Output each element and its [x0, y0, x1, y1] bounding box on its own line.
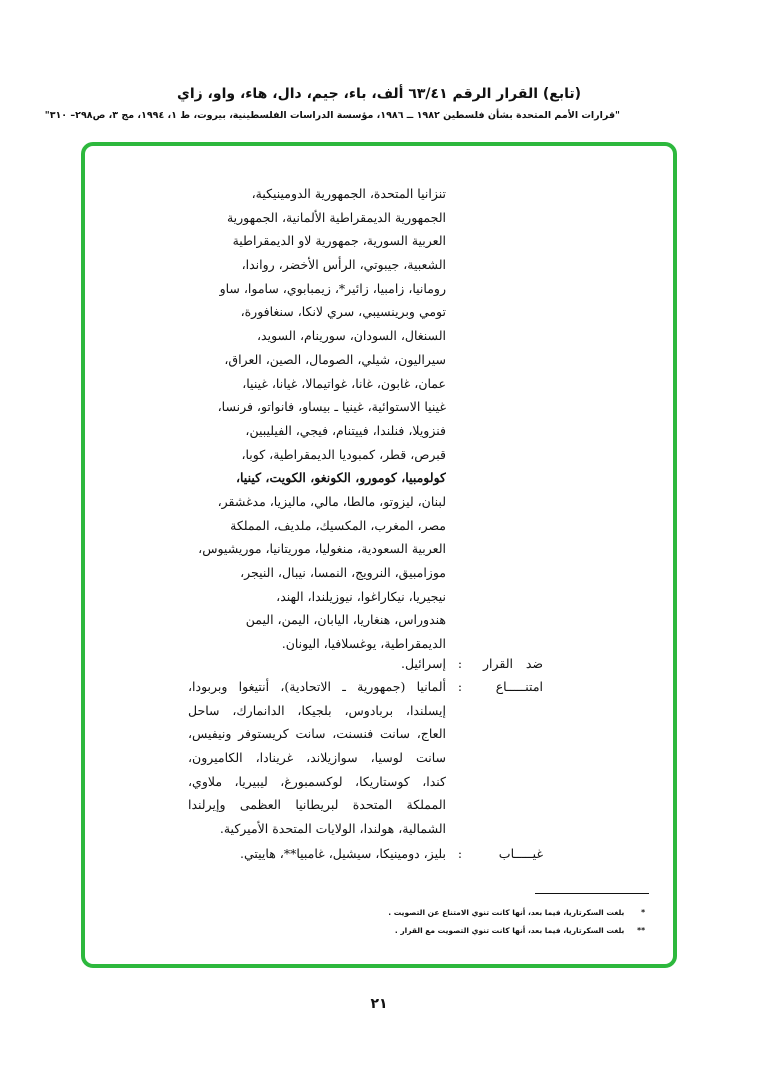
abstaining-line: ألمانيا (جمهورية ـ الاتحادية)، أنتيغوا وبربودا،: [188, 679, 446, 694]
abstaining-colon: :: [457, 679, 463, 694]
in-favour-line: قبرص، قطر، كمبوديا الديمقراطية، كوبا،: [241, 446, 446, 462]
in-favour-line: العربية السعودية، منغوليا، موريتانيا، موريشيوس،: [198, 541, 446, 557]
absent-row: [188, 842, 543, 866]
abstaining-line: العاج، سانت فنسنت، سانت كريستوفر ونيفيس،: [188, 726, 446, 742]
in-favour-line: فنزويلا، فنلندا، فييتنام، فيجي، الفيليبين،: [245, 422, 446, 438]
footnote-mark: *: [641, 908, 645, 917]
in-favour-line: تومي وبرينسيبي، سري لانكا، سنغافورة،: [240, 304, 446, 320]
footnote-separator: [535, 893, 649, 894]
page-number: ٢١: [370, 996, 388, 1012]
footnote: [388, 908, 645, 917]
page-title: (تابع) القرار الرقم ٦٣/٤١ ألف، باء، جيم، دال، هاء، واو، زاي: [176, 86, 582, 102]
in-favour-line: الديمقراطية، يوغسلافيا، اليونان.: [281, 636, 446, 652]
in-favour-line: كولومبيا، كومورو، الكونغو، الكويت، كينيا،: [235, 470, 446, 486]
absent-colon: :: [457, 846, 463, 861]
abstaining-line: الشمالية، هولندا، الولايات المتحدة الأميركية.: [219, 821, 446, 837]
absent-label: غيـــــاب: [498, 846, 543, 861]
in-favour-line: العربية السورية، جمهورية لاو الديمقراطية: [232, 233, 446, 249]
in-favour-line: موزامبيق، النرويج، النمسا، نيبال، النيجر،: [240, 565, 446, 580]
in-favour-line: نيجيريا، نيكاراغوا، نيوزيلندا، الهند،: [276, 588, 446, 604]
abstaining-line: إيسلندا، بربادوس، بلجيكا، الدانمارك، ساحل: [188, 702, 446, 718]
against-colon: :: [457, 656, 463, 671]
in-favour-line: رومانيا، زامبيا، زائير*، زيمبابوي، ساموا، ساو: [219, 280, 446, 296]
footnote-text: بلغت السكرتاريا، فيما بعد، أنها كانت تنوي الامتناع عن التصويت .: [388, 908, 625, 917]
in-favour-line: الشعبية، جيبوتي، الرأس الأخضر، رواندا،: [241, 257, 446, 273]
abstaining-list: [188, 675, 446, 841]
abstaining-line: كندا، كوستاريكا، لوكسمبورغ، ليبيريا، ملاوي،: [188, 773, 446, 789]
abstaining-label: امتنـــــاع: [495, 679, 543, 694]
footnote-mark: **: [637, 926, 645, 935]
in-favour-line: عمان، غابون، غانا، غواتيمالا، غيانا، غينيا،: [242, 375, 446, 391]
abstaining-line: المملكة المتحدة لبريطانيا العظمى وإيرلندا: [188, 797, 446, 813]
in-favour-line: السنغال، السودان، سورينام، السويد،: [257, 328, 446, 344]
in-favour-line: الجمهورية الديمقراطية الألمانية، الجمهورية: [226, 209, 446, 225]
in-favour-line: سيراليون، شيلي، الصومال، الصين، العراق،: [224, 351, 446, 367]
absent-text: بليز، دومينيكا، سيشيل، غامبيا**، هاييتي.: [240, 846, 446, 861]
against-label: ضد القرار: [483, 656, 543, 671]
in-favour-line: هندوراس، هنغاريا، اليابان، اليمن، اليمن: [245, 612, 446, 628]
footnote-text: بلغت السكرتاريا، فيما بعد، أنها كانت تنوي التصويت مع القرار .: [394, 926, 625, 935]
footnote: [394, 926, 645, 935]
source-citation: "قرارات الأمم المتحدة بشأن فلسطين ١٩٨٢ ــ ١٩٨٦، مؤسسة الدراسات الفلسطينية، بيروت، ط ١، ١٩٩٤، مج ٣، ص٢٩٨– ٣١٠": [44, 110, 620, 121]
against-text: إسرائيل.: [400, 656, 446, 671]
against-row: [188, 652, 543, 676]
in-favour-list: [188, 182, 446, 656]
abstaining-line: سانت لوسيا، سوازيلاند، غرينادا، الكاميرون،: [188, 750, 446, 766]
in-favour-line: تنزانيا المتحدة، الجمهورية الدومينيكية،: [251, 186, 446, 201]
in-favour-line: لبنان، ليزوتو، مالطا، مالي، ماليزيا، مدغشقر،: [217, 493, 446, 509]
in-favour-line: غينيا الاستوائية، غينيا ـ بيساو، فانواتو، فرنسا،: [217, 399, 446, 415]
in-favour-line: مصر، المغرب، المكسيك، ملديف، المملكة: [230, 517, 446, 533]
